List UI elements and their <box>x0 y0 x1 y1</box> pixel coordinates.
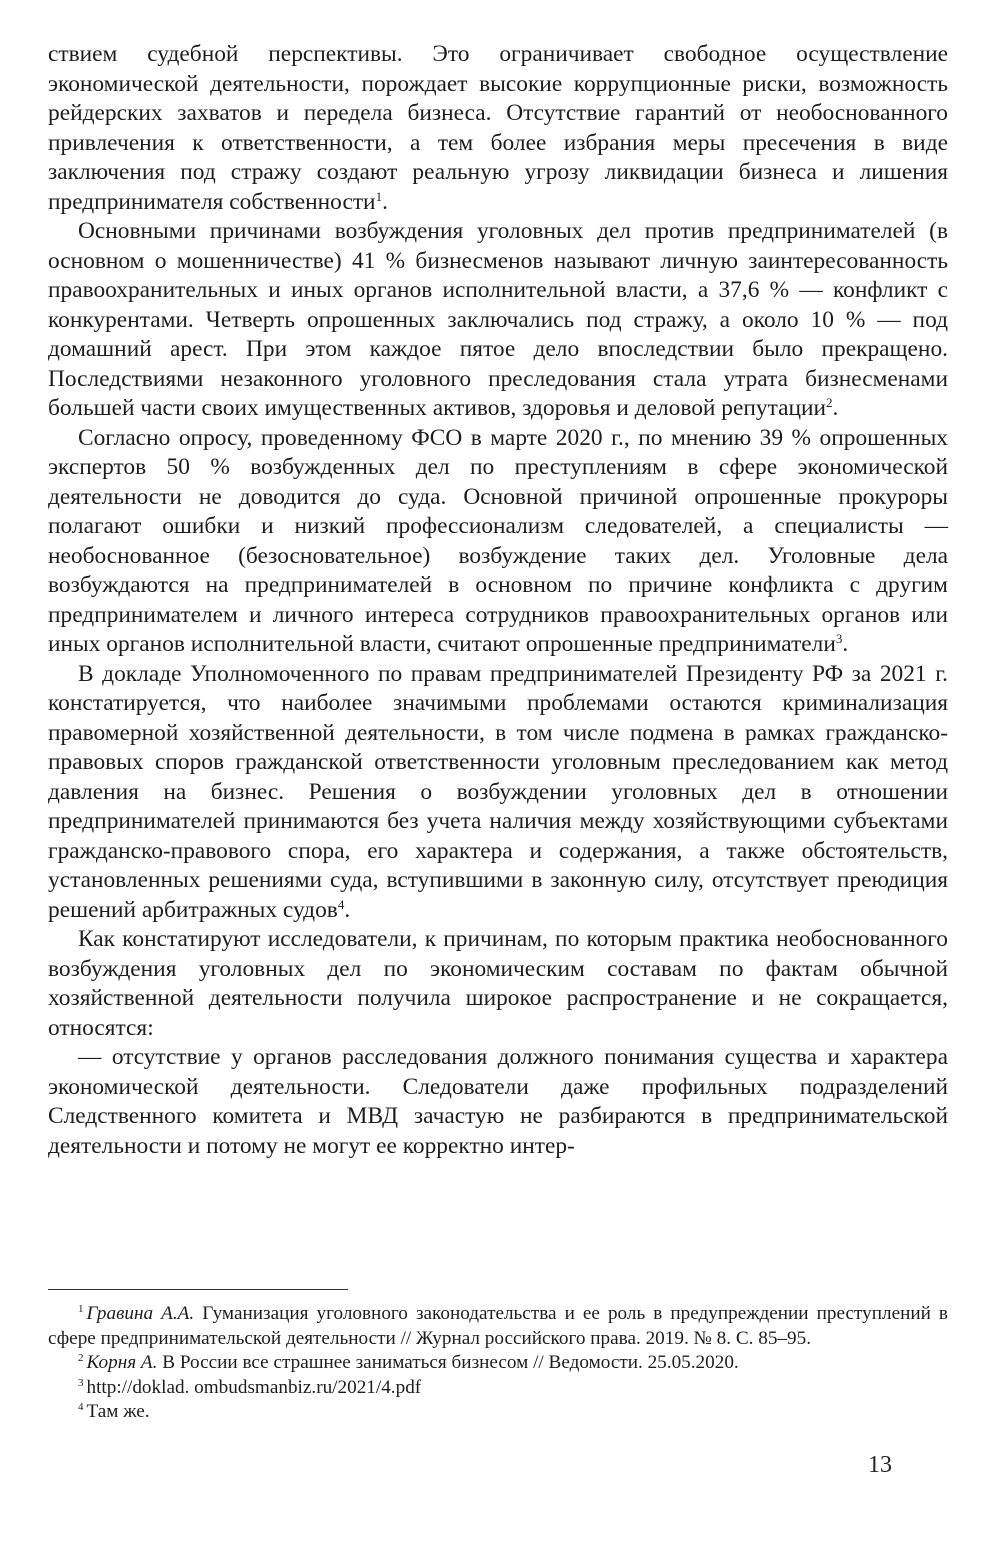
footnote-ref-2[interactable]: 2 <box>826 395 833 410</box>
footnote-ref-3[interactable]: 3 <box>835 631 843 646</box>
main-text <box>48 40 948 1161</box>
footnote-4: $^4$ Там же. <box>78 1401 150 1422</box>
paragraph-6: — отсутствие у органов расследования должного понимания существа и характера экономической деятельности. Следователи даже профильных подразделений Следственного комитета и МВД зачастую не разбираются в предпринимательской деятельности и потому не могут ее корректно интер- <box>48 1044 948 1159</box>
footnote-divider <box>48 1289 348 1290</box>
footnote-link[interactable]: http://doklad. ombudsmanbiz.ru/2021/4.pdf <box>86 1376 422 1398</box>
paragraph-4: В докладе Уполномоченного по правам предпринимателей Президенту РФ за 2021 г. констатируется, что наиболее значимыми проблемами остаются криминализация правомерной хозяйственной деятельности, в том числе подмена в рамках гражданско-правовых споров гражданской ответственности уголовным преследованием как метод давления на бизнес. Решения о возбуждении уголовных дел в отношении предпринимателей принимаются без учета наличия между хозяйствующими субъектами гражданско-правового спора, его характера и содержания, а также обстоятельств, установленных решениями суда, вступившими в законную силу, отсутствует преюдиция решений арбитражных судов$^4$. <box>48 660 948 923</box>
footnote-2: $^2$ Корня А. В России все страшнее заниматься бизнесом // Ведомости. 25.05.2020. <box>78 1352 739 1373</box>
page-number: 13 <box>868 1452 892 1478</box>
footnote-ref-1[interactable]: 1 <box>375 188 383 204</box>
footnote-author: Гравина А.А. <box>86 1303 195 1324</box>
footnote-3: $^3$ http://doklad. ombudsmanbiz.ru/2021/4.pdf <box>78 1376 422 1398</box>
footnote-1: $^1$ Гравина А.А. Гуманизация уголовного законодательства и ее роль в предупреждении преступлений в сфере предпринимательской деятельности // Журнал российского права. 2019. № 8. С. 85–95. <box>48 1303 948 1349</box>
footnote-ref-4[interactable]: 4 <box>337 896 345 912</box>
paragraph-3: Согласно опросу, проведенному ФСО в марте 2020 г., по мнению 39 % опрошенных экспертов 50 % возбужденных дел по преступлениям в сфере экономической деятельности не доводится до суда. Основной причиной опрошенные прокуроры полагают ошибки и низкий профессионализм следователей, а специалисты — необоснованное (безосновательное) возбуждение таких дел. Уголовные дела возбуждаются на предпринимателей в основном по причине конфликта с другим предпринимателем и личного интереса сотрудников правоохранительных органов или иных органов исполнительной власти, считают опрошенные предприниматели$^3$. <box>48 424 948 657</box>
footnote-author: Корня А. <box>86 1352 158 1373</box>
paragraph-1: ствием судебной перспективы. Это ограничивает свободное осуществление экономической деятельности, порождает высокие коррупционные риски, возможность рейдерских захватов и передела бизнеса. Отсутствие гарантий от необоснованного привлечения к ответственности, а тем более избрания меры пресечения в виде заключения под стражу создают реальную угрозу ликвидации бизнеса и лишения предпринимателя собственности$^1$. <box>48 41 948 215</box>
paragraph-5: Как констатируют исследователи, к причинам, по которым практика необоснованного возбуждения уголовных дел по экономическим составам по фактам обычной хозяйственной деятельности получила широкое распространение и не сокращается, относятся: <box>48 926 948 1041</box>
paragraph-2: Основными причинами возбуждения уголовных дел против предпринимателей (в основном о мошенничестве) 41 % бизнесменов называют личную заинтересованность правоохранительных и иных органов исполнительной власти, а 37,6 % — конфликт с конкурентами. Четверть опрошенных заключались под стражу, а около 10 % — под домашний арест. При этом каждое пятое дело впоследствии было прекращено. Последствиями незаконного уголовного преследования стала утрата бизнесменами большей части своих имущественных активов, здоровья и деловой репутации$^2$. <box>48 218 948 421</box>
footnotes <box>48 1302 948 1425</box>
